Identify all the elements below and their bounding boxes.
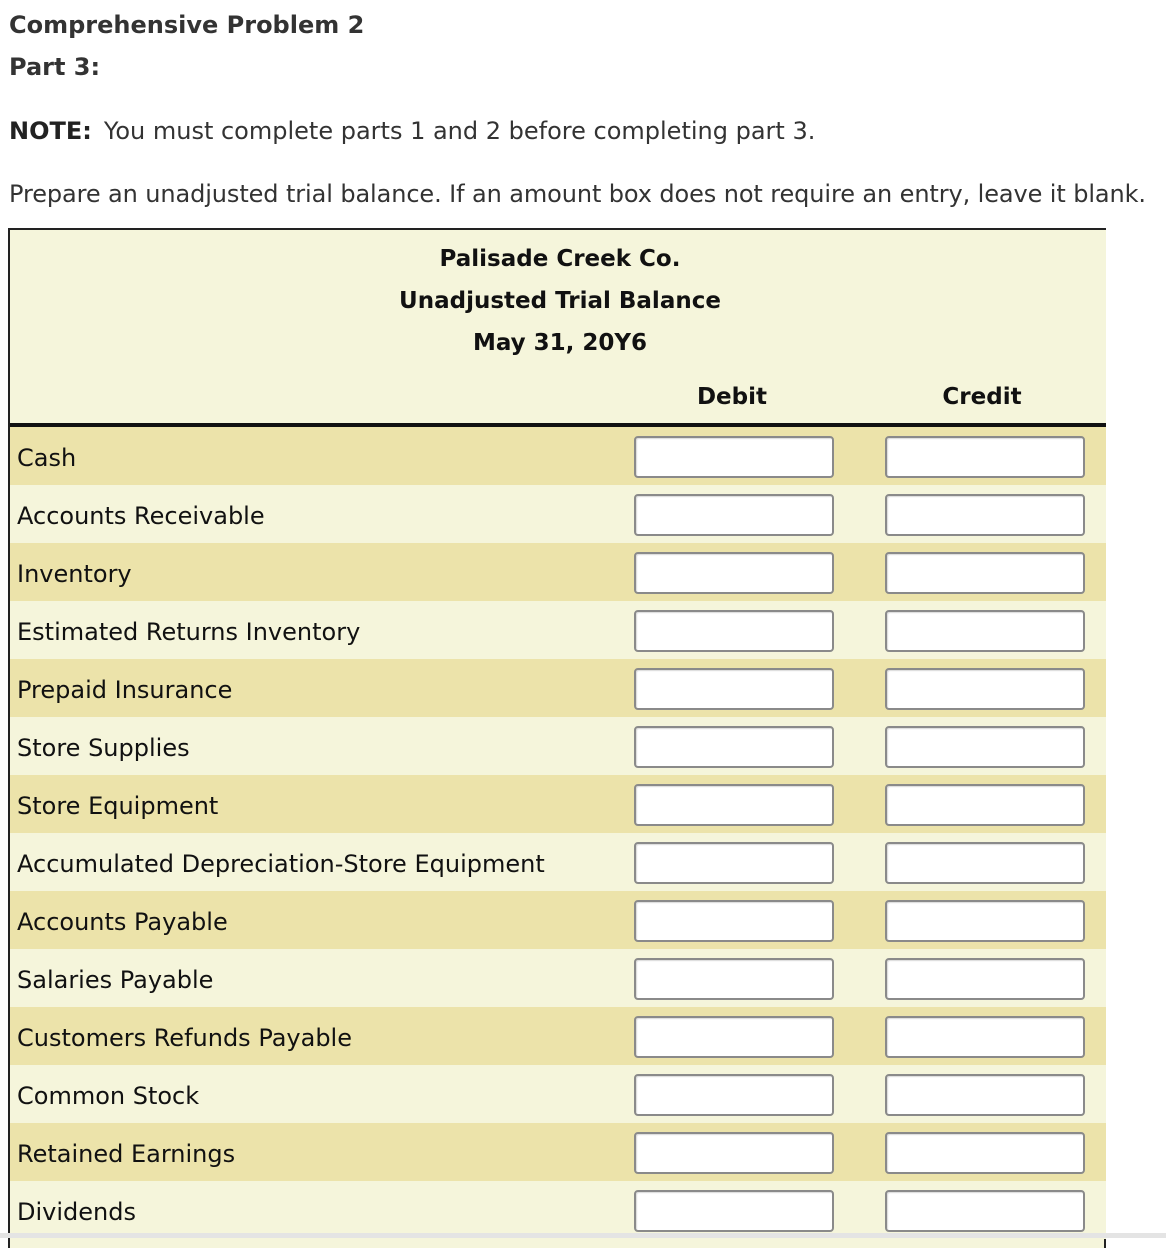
- debit-amount-input[interactable]: [634, 1016, 834, 1058]
- credit-amount-input[interactable]: [885, 958, 1085, 1000]
- account-name: Store Equipment: [17, 792, 219, 820]
- debit-column-header: Debit: [696, 384, 768, 410]
- account-name: Accounts Payable: [17, 908, 228, 936]
- problem-title: Comprehensive Problem 2: [9, 11, 365, 39]
- account-name: Salaries Payable: [17, 966, 214, 994]
- debit-amount-input[interactable]: [634, 494, 834, 536]
- table-row: [10, 1065, 1106, 1123]
- credit-amount-input[interactable]: [885, 900, 1085, 942]
- account-rows: [10, 427, 1106, 1239]
- statement-title: Unadjusted Trial Balance: [399, 288, 721, 314]
- account-name: Common Stock: [17, 1082, 200, 1110]
- credit-amount-input[interactable]: [885, 842, 1085, 884]
- account-name: Cash: [17, 444, 77, 472]
- credit-amount-input[interactable]: [885, 1132, 1085, 1174]
- account-name: Prepaid Insurance: [17, 676, 233, 704]
- credit-amount-input[interactable]: [885, 726, 1085, 768]
- table-row: [10, 485, 1106, 543]
- table-row: [10, 659, 1106, 717]
- credit-amount-input[interactable]: [885, 1016, 1085, 1058]
- table-row: [10, 1123, 1106, 1181]
- account-name: Retained Earnings: [17, 1140, 236, 1168]
- credit-amount-input[interactable]: [885, 668, 1085, 710]
- credit-amount-input[interactable]: [885, 552, 1085, 594]
- credit-amount-input[interactable]: [885, 1190, 1085, 1232]
- part-heading: Part 3:: [9, 53, 101, 81]
- credit-column-header: Credit: [942, 384, 1022, 410]
- statement-date: May 31, 20Y6: [472, 330, 648, 356]
- debit-amount-input[interactable]: [634, 1132, 834, 1174]
- account-name: Estimated Returns Inventory: [17, 618, 361, 646]
- debit-amount-input[interactable]: [634, 842, 834, 884]
- account-name: Customers Refunds Payable: [17, 1024, 352, 1052]
- account-name: Store Supplies: [17, 734, 190, 762]
- account-name: Inventory: [17, 560, 132, 588]
- instructions: Prepare an unadjusted trial balance. If an amount box does not require an entry, leave it blank.: [9, 180, 1146, 208]
- credit-amount-input[interactable]: [885, 784, 1085, 826]
- debit-amount-input[interactable]: [634, 900, 834, 942]
- table-row: [10, 1181, 1106, 1239]
- table-row: [10, 717, 1106, 775]
- table-row: [10, 543, 1106, 601]
- debit-amount-input[interactable]: [634, 1074, 834, 1116]
- debit-amount-input[interactable]: [634, 784, 834, 826]
- scroll-edge: [0, 1233, 1166, 1238]
- account-name: Accounts Receivable: [17, 502, 265, 530]
- table-row: [10, 891, 1106, 949]
- debit-amount-input[interactable]: [634, 1190, 834, 1232]
- debit-amount-input[interactable]: [634, 436, 834, 478]
- credit-amount-input[interactable]: [885, 1074, 1085, 1116]
- debit-amount-input[interactable]: [634, 668, 834, 710]
- account-name: Accumulated Depreciation-Store Equipment: [17, 850, 545, 878]
- credit-amount-input[interactable]: [885, 494, 1085, 536]
- table-row: [10, 833, 1106, 891]
- credit-amount-input[interactable]: [885, 610, 1085, 652]
- table-row: [10, 427, 1106, 485]
- debit-amount-input[interactable]: [634, 958, 834, 1000]
- debit-amount-input[interactable]: [634, 552, 834, 594]
- table-row: [10, 775, 1106, 833]
- credit-amount-input[interactable]: [885, 436, 1085, 478]
- note-text: You must complete parts 1 and 2 before completing part 3.: [103, 117, 816, 145]
- account-name: Dividends: [17, 1198, 136, 1226]
- table-row: [10, 601, 1106, 659]
- table-row: [10, 1007, 1106, 1065]
- debit-amount-input[interactable]: [634, 726, 834, 768]
- debit-amount-input[interactable]: [634, 610, 834, 652]
- table-header: [10, 230, 1106, 426]
- note: [9, 117, 815, 145]
- trial-balance-table: [8, 228, 1106, 1248]
- note-label: NOTE:: [9, 117, 92, 145]
- company-name: Palisade Creek Co.: [439, 246, 681, 272]
- table-row: [10, 949, 1106, 1007]
